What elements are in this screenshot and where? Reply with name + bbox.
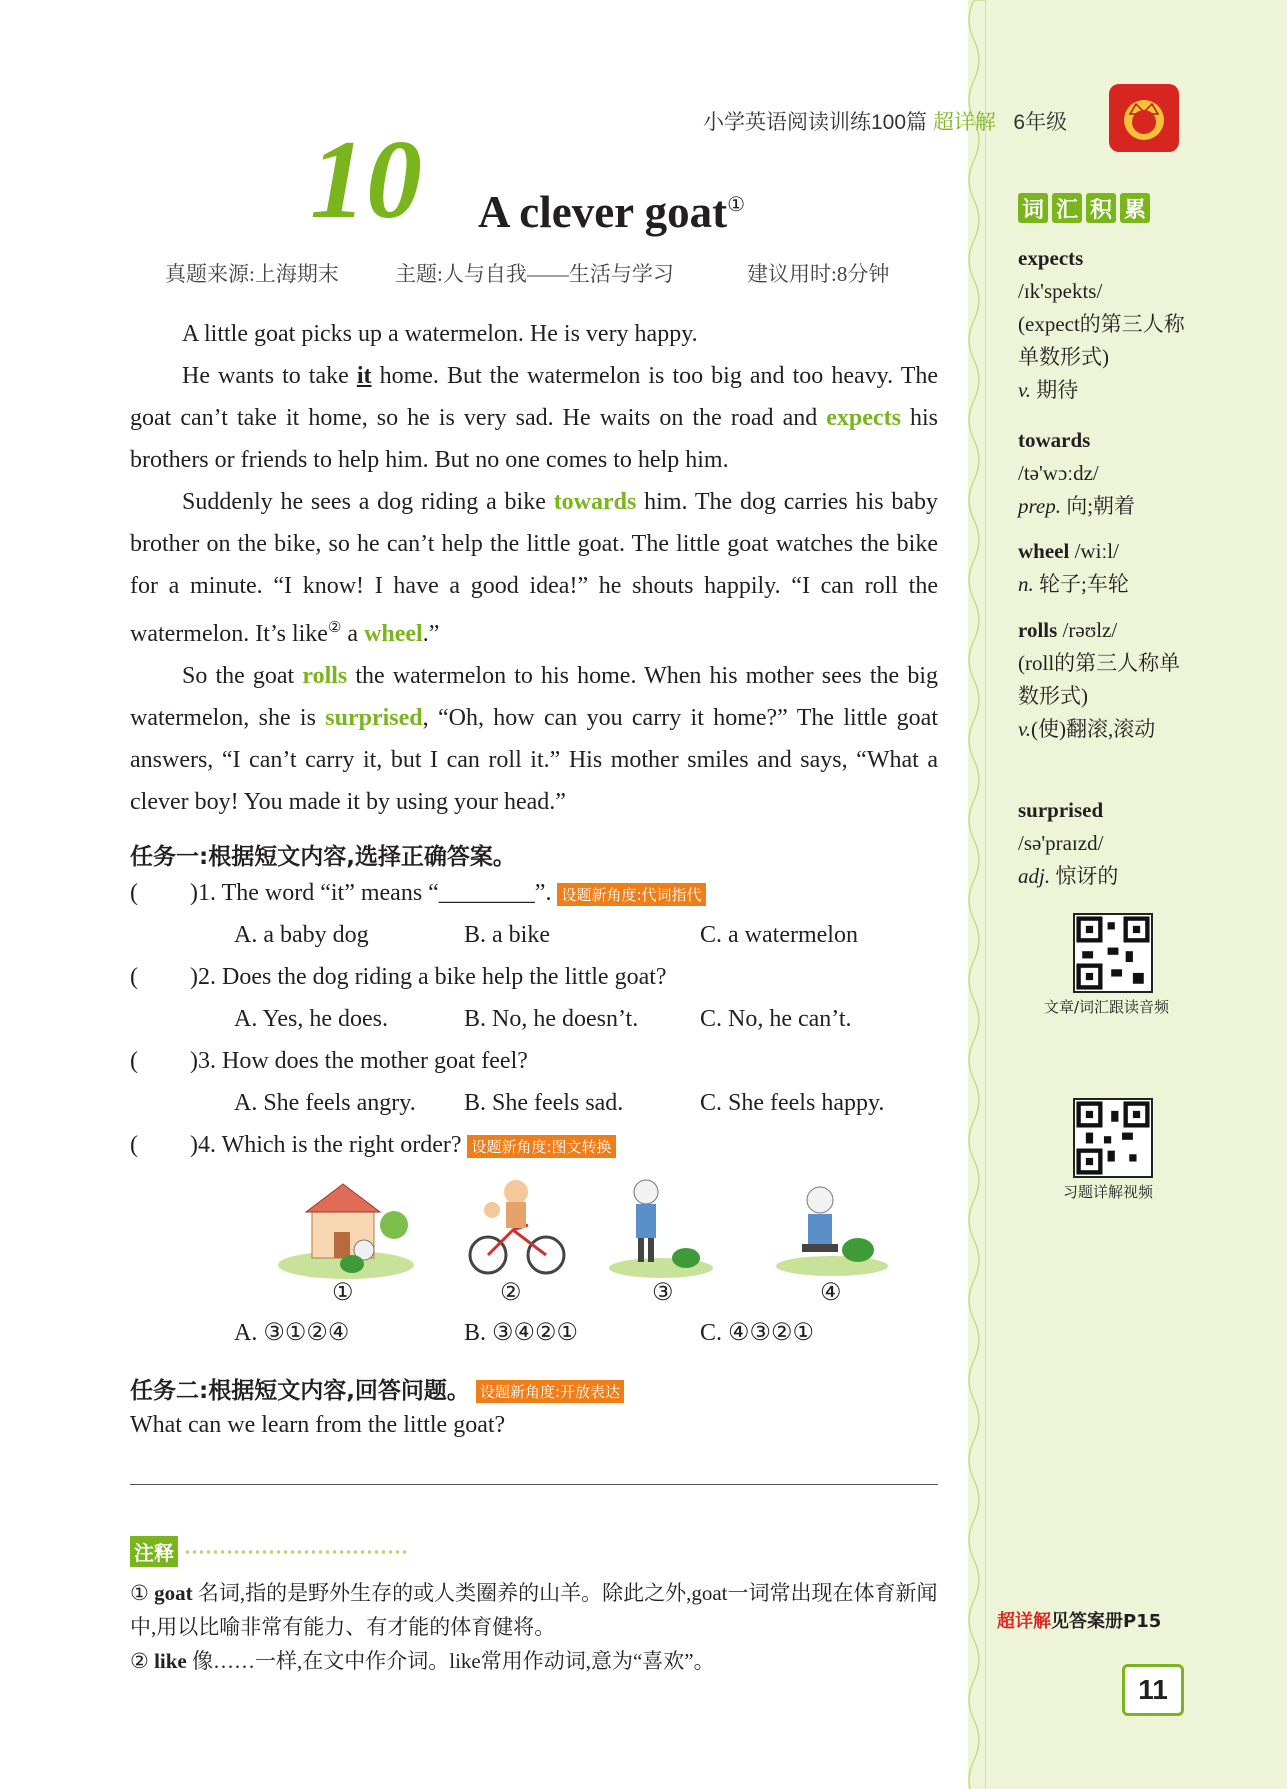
text-span: Suddenly he sees a dog riding a bike bbox=[182, 489, 554, 515]
picture-1-goat-at-home bbox=[276, 1170, 416, 1280]
vocab-word: towards bbox=[1018, 428, 1091, 452]
text-span: him. The dog carries his baby brother on the bike, so he can’t help the little goat. The little goat watches the bike for a minute. “I know! I have a good idea!” he shouts happily. “I can roll the watermelon. It’s like bbox=[130, 489, 938, 647]
page-number: 11 bbox=[1122, 1664, 1184, 1716]
question-1 bbox=[130, 880, 706, 907]
question-tag: 设题新角度:图文转换 bbox=[467, 1135, 615, 1158]
q4-option-a: A. ③①②④ bbox=[234, 1320, 350, 1346]
answer-blank[interactable] bbox=[130, 880, 198, 907]
book-series-accent: 超详解 bbox=[932, 111, 996, 134]
task2-question: What can we learn from the little goat? bbox=[130, 1412, 506, 1438]
vocab-pos: adj. bbox=[1018, 864, 1051, 888]
vocab-pos: v. bbox=[1018, 378, 1032, 402]
crown-icon bbox=[1118, 92, 1170, 144]
keyword-rolls: rolls bbox=[302, 663, 348, 689]
publisher-logo bbox=[1109, 84, 1179, 152]
vocab-pos: n. bbox=[1018, 572, 1034, 596]
picture-label-3: ③ bbox=[652, 1280, 674, 1306]
paragraph-3 bbox=[130, 481, 938, 655]
sidebar-wave-edge bbox=[962, 0, 986, 1789]
paren-open: ( bbox=[130, 880, 138, 906]
notes-heading bbox=[130, 1536, 409, 1567]
keyword-expects: expects bbox=[826, 405, 901, 431]
q4-option-b: B. ③④②① bbox=[464, 1320, 579, 1346]
paren-close: ) bbox=[190, 1048, 198, 1074]
task2-tag: 设题新角度:开放表达 bbox=[476, 1380, 624, 1403]
meta-source: 真题来源:上海期末 bbox=[165, 262, 339, 286]
text-span: , “Oh, how can you carry it home?” The little goat answers, “I can’t carry it, but I can roll it.” His mother smiles and says, “What a clever boy! You made it by using your head.” bbox=[130, 705, 938, 815]
note-word: goat bbox=[154, 1581, 193, 1605]
q3-option-a: A. She feels angry. bbox=[234, 1090, 416, 1116]
qr-code-video[interactable] bbox=[1073, 1098, 1153, 1178]
text-span: the watermelon to his home. When his mother sees the big watermelon, she is bbox=[130, 663, 938, 731]
vocab-word: expects bbox=[1018, 246, 1084, 270]
note-word: like bbox=[154, 1649, 187, 1673]
paragraph-2 bbox=[130, 355, 938, 481]
vocab-phonetic: /tə'wɔːdz/ bbox=[1018, 461, 1099, 485]
answer-line[interactable] bbox=[130, 1484, 938, 1485]
text-span: He wants to take bbox=[182, 363, 357, 389]
keyword-surprised: surprised bbox=[325, 705, 423, 731]
chapter-title bbox=[478, 186, 745, 238]
question-text: 3. How does the mother goat feel? bbox=[198, 1048, 528, 1074]
question-text: 4. Which is the right order? bbox=[198, 1132, 462, 1158]
answer-ref-text: 见答案册P15 bbox=[1051, 1611, 1162, 1632]
answer-ref-accent: 超详解 bbox=[997, 1611, 1051, 1632]
meta-theme: 主题:人与自我——生活与学习 bbox=[395, 262, 674, 286]
vocab-meaning: 向;朝着 bbox=[1060, 494, 1136, 518]
vocab-heading-char: 词 bbox=[1018, 193, 1048, 223]
vocab-word: rolls bbox=[1018, 618, 1058, 642]
note-number: ① bbox=[130, 1581, 149, 1605]
meta-time: 建议用时:8分钟 bbox=[747, 262, 890, 286]
vocab-item-surprised bbox=[1018, 794, 1188, 893]
vocab-phonetic: /rəʊlz/ bbox=[1057, 618, 1118, 642]
note-text: 名词,指的是野外生存的或人类圈养的山羊。除此之外,goat一词常出现在体育新闻中,用以比喻非常有能力、有才能的体育健将。 bbox=[130, 1581, 938, 1639]
vocab-meaning: (使)翻滚,滚动 bbox=[1031, 717, 1156, 741]
paragraph-1: A little goat picks up a watermelon. He is very happy. bbox=[182, 321, 698, 347]
paren-open: ( bbox=[130, 1048, 138, 1074]
qr-video-label: 习题详解视频 bbox=[1063, 1183, 1154, 1201]
paren-open: ( bbox=[130, 1132, 138, 1158]
vocab-item-towards bbox=[1018, 424, 1188, 523]
book-grade: 6年级 bbox=[1013, 111, 1068, 134]
footnote-marker-2: ② bbox=[327, 620, 342, 636]
note-1 bbox=[130, 1576, 940, 1644]
vocab-item-expects bbox=[1018, 242, 1188, 407]
text-span: So the goat bbox=[182, 663, 303, 689]
vocab-phonetic: /ɪk'spekts/ bbox=[1018, 279, 1103, 303]
q2-option-c: C. No, he can’t. bbox=[700, 1006, 852, 1032]
vocab-meaning: 期待 bbox=[1031, 378, 1079, 402]
keyword-towards: towards bbox=[553, 489, 637, 515]
question-text: 2. Does the dog riding a bike help the little goat? bbox=[198, 964, 667, 990]
book-series: 小学英语阅读训练100篇 bbox=[703, 111, 928, 134]
question-3 bbox=[130, 1048, 528, 1075]
paren-close: ) bbox=[190, 880, 198, 906]
vocab-word: surprised bbox=[1018, 798, 1104, 822]
picture-2-dog-riding-bike bbox=[468, 1170, 568, 1280]
question-text: 1. The word “it” means “________”. bbox=[198, 880, 552, 906]
qr-audio-label: 文章/词汇跟读音频 bbox=[1044, 998, 1170, 1016]
task2-heading bbox=[130, 1372, 624, 1405]
q1-option-c: C. a watermelon bbox=[700, 922, 858, 948]
question-2 bbox=[130, 964, 667, 991]
answer-blank[interactable] bbox=[130, 964, 198, 991]
qr-code-audio[interactable] bbox=[1073, 913, 1153, 993]
q3-option-c: C. She feels happy. bbox=[700, 1090, 885, 1116]
vocab-word: wheel bbox=[1018, 539, 1070, 563]
picture-3-goat-thinking bbox=[606, 1170, 716, 1280]
notes-dotted-rule bbox=[184, 1548, 409, 1556]
vocab-pos: prep. bbox=[1018, 494, 1061, 518]
picture-label-4: ④ bbox=[820, 1280, 842, 1306]
text-span: home. But the watermelon is too big and too heavy. The goat can’t take it home, so he is very sad. He waits on the road and bbox=[130, 363, 939, 431]
q4-option-c: C. ④③②① bbox=[700, 1320, 815, 1346]
vocab-heading-char: 汇 bbox=[1052, 193, 1082, 223]
answer-blank[interactable] bbox=[130, 1132, 198, 1159]
title-footnote-marker: ① bbox=[727, 194, 746, 216]
paragraph-4 bbox=[130, 655, 938, 823]
vocab-meaning: 轮子;车轮 bbox=[1033, 572, 1129, 596]
chapter-title-text: A clever goat bbox=[478, 187, 728, 237]
text-span: his brothers or friends to help him. But no one comes to help him. bbox=[130, 405, 938, 473]
q2-option-b: B. No, he doesn’t. bbox=[464, 1006, 639, 1032]
question-4 bbox=[130, 1132, 616, 1159]
q2-option-a: A. Yes, he does. bbox=[234, 1006, 389, 1032]
vocab-extra: (expect的第三人称单数形式) bbox=[1018, 312, 1185, 369]
keyword-wheel: wheel bbox=[364, 621, 423, 647]
notes-label: 注释 bbox=[130, 1536, 178, 1567]
q3-option-b: B. She feels sad. bbox=[464, 1090, 624, 1116]
question-tag: 设题新角度:代词指代 bbox=[557, 883, 705, 906]
vocab-extra: (roll的第三人称单数形式) bbox=[1018, 651, 1181, 708]
vocab-phonetic: /wiːl/ bbox=[1069, 539, 1119, 563]
q1-option-b: B. a bike bbox=[464, 922, 550, 948]
task2-heading-text: 任务二:根据短文内容,回答问题。 bbox=[130, 1378, 470, 1404]
vocab-heading-char: 积 bbox=[1086, 193, 1116, 223]
task1-heading: 任务一:根据短文内容,选择正确答案。 bbox=[130, 844, 516, 870]
vocab-phonetic: /sə'praɪzd/ bbox=[1018, 831, 1104, 855]
answer-blank[interactable] bbox=[130, 1048, 198, 1075]
picture-label-2: ② bbox=[500, 1280, 522, 1306]
paren-open: ( bbox=[130, 964, 138, 990]
reading-passage bbox=[130, 313, 938, 823]
answer-reference bbox=[997, 1607, 1161, 1633]
chapter-number: 10 bbox=[310, 118, 422, 242]
paren-close: ) bbox=[190, 1132, 198, 1158]
picture-4-goat-sad-with-watermelon bbox=[772, 1170, 892, 1280]
vocab-heading bbox=[1018, 193, 1150, 223]
text-span: .” bbox=[422, 621, 440, 647]
vocab-item-wheel bbox=[1018, 535, 1188, 601]
picture-label-1: ① bbox=[332, 1280, 354, 1306]
vocab-pos: v. bbox=[1018, 717, 1032, 741]
text-span: a bbox=[341, 621, 365, 647]
vocab-item-rolls bbox=[1018, 614, 1188, 746]
vocab-meaning: 惊讶的 bbox=[1050, 864, 1119, 888]
paren-close: ) bbox=[190, 964, 198, 990]
note-number: ② bbox=[130, 1649, 149, 1673]
underlined-it: it bbox=[356, 363, 372, 389]
vocab-heading-char: 累 bbox=[1120, 193, 1150, 223]
note-2 bbox=[130, 1644, 940, 1678]
q1-option-a: A. a baby dog bbox=[234, 922, 369, 948]
book-header bbox=[703, 106, 1067, 136]
note-text: 像……一样,在文中作介词。like常用作动词,意为“喜欢”。 bbox=[186, 1649, 715, 1673]
